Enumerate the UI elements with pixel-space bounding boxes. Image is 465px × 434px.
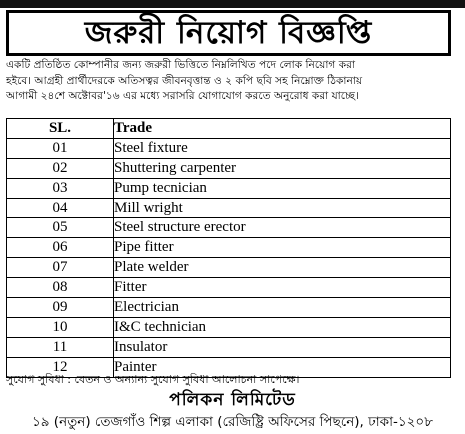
intro-line: একটি প্রতিষ্ঠিত কোম্পানীর জন্য জরুরী ভিত্তিতে নিম্নলিখিত পদে লোক নিয়োগ করা [6, 59, 356, 71]
table-row [7, 138, 451, 158]
title-box [6, 10, 451, 56]
row-trade: Mill wright [114, 198, 451, 218]
row-sl: 10 [7, 317, 114, 337]
table-row [7, 218, 451, 238]
table-row [7, 178, 451, 198]
header-trade: Trade [114, 119, 451, 139]
row-trade: Fitter [114, 278, 451, 298]
table-row [7, 198, 451, 218]
company-name: পলিকন লিমিটেড [169, 390, 296, 410]
row-sl: 06 [7, 238, 114, 258]
intro-line: আগামী ২৪শে অক্টোবর'১৬ এর মধ্যে সরাসরি যোগাযোগ করতে অনুরোধ করা যাচ্ছে। [6, 90, 359, 102]
notice-title: জরুরী নিয়োগ বিজ্ঞপ্তি [84, 14, 373, 51]
row-sl: 09 [7, 298, 114, 318]
table-row [7, 278, 451, 298]
benefits-text: সুযোগ সুবিধা : বেতন ও অন্যান্য সুযোগ সুবিধা আলোচনা সাপেক্ষে। [6, 373, 300, 386]
row-trade: Electrician [114, 298, 451, 318]
row-sl: 01 [7, 138, 114, 158]
row-sl: 03 [7, 178, 114, 198]
row-sl: 04 [7, 198, 114, 218]
row-trade: Steel fixture [114, 138, 451, 158]
trades-table [6, 118, 451, 378]
row-trade: Painter [114, 357, 451, 377]
table-row [7, 258, 451, 278]
row-trade: Plate welder [114, 258, 451, 278]
row-trade: Pump tecnician [114, 178, 451, 198]
row-trade: Shuttering carpenter [114, 158, 451, 178]
row-sl: 02 [7, 158, 114, 178]
table-row [7, 337, 451, 357]
table-row [7, 298, 451, 318]
table-row [7, 238, 451, 258]
row-trade: Steel structure erector [114, 218, 451, 238]
table-row [7, 158, 451, 178]
table-header-row [7, 119, 451, 139]
row-trade: Insulator [114, 337, 451, 357]
row-trade: Pipe fitter [114, 238, 451, 258]
company-address: ১৯ (নতুন) তেজগাঁও শিল্প এলাকা (রেজিষ্ট্রি অফিসের পিছনে), ঢাকা-১২০৮ [32, 414, 433, 430]
intro-paragraph [6, 58, 451, 105]
top-border-strip [0, 0, 465, 8]
table-row [7, 317, 451, 337]
row-sl: 12 [7, 357, 114, 377]
intro-line: হইবে। আগ্রহী প্রার্থীদেরকে অতিসত্বর জীবনবৃত্তান্ত ও ২ কপি ছবি সহ নিম্নোক্ত ঠিকানায় [6, 74, 363, 87]
row-sl: 05 [7, 218, 114, 238]
row-sl: 11 [7, 337, 114, 357]
row-sl: 08 [7, 278, 114, 298]
header-sl: SL. [7, 119, 114, 139]
row-trade: I&C technician [114, 317, 451, 337]
row-sl: 07 [7, 258, 114, 278]
